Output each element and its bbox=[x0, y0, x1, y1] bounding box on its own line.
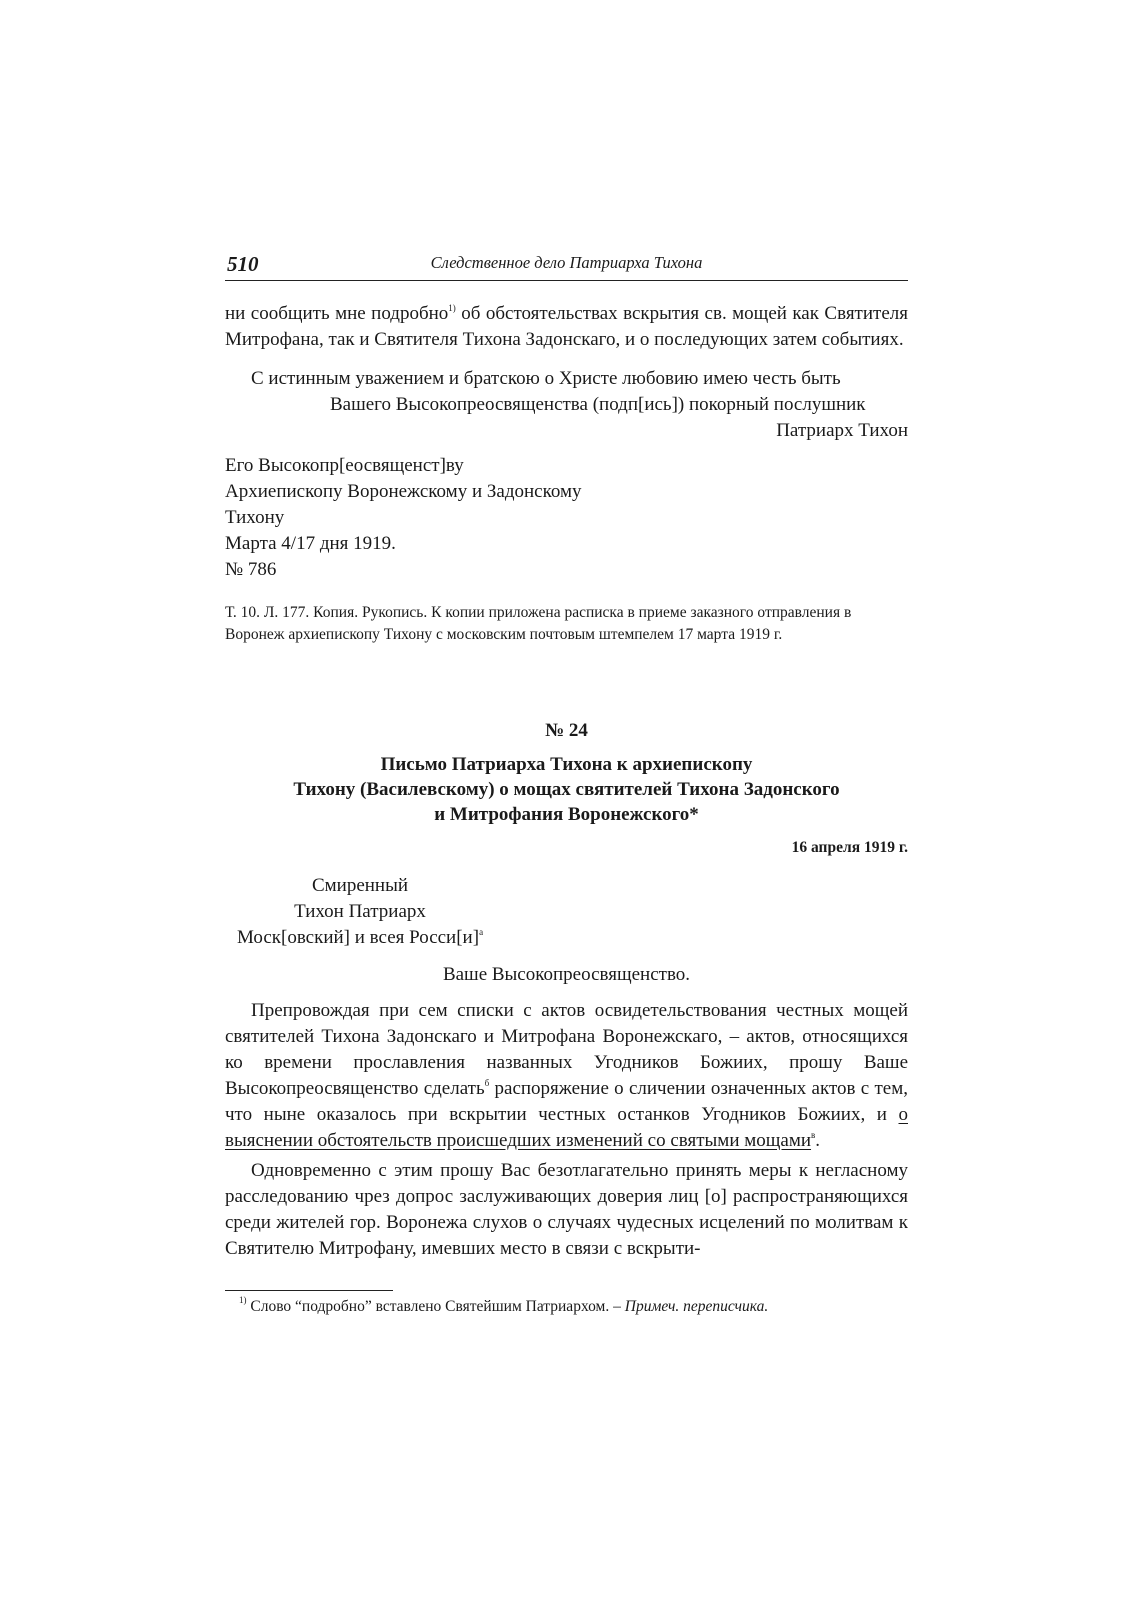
paragraph-text: . bbox=[815, 1130, 821, 1151]
footnotes bbox=[225, 1290, 908, 1317]
addressee-block bbox=[225, 453, 908, 583]
signature-line: Смиренный bbox=[311, 875, 409, 896]
footnote bbox=[225, 1297, 908, 1317]
signature-line-text: Моск[овский] и всея Росси[и] bbox=[236, 927, 480, 948]
addressee-line: Его Высокопр[еосвященст]ву bbox=[225, 455, 464, 476]
letter-paragraph: Одновременно с этим прошу Вас безотлагательно принять меры к негласному расследованию чрез допрос заслуживающих доверия лиц [о] распространяющихся среди жителей гор. Воронежа слухов о случаях чудесных исцелений по молитвам к Святителю Митрофану, имевших место в связи с вскрыти- bbox=[225, 1160, 908, 1259]
title-line: и Митрофания Воронежского* bbox=[434, 804, 699, 825]
footnote-reference: 1) bbox=[448, 303, 456, 313]
addressee-line: Архиепископу Воронежскому и Задонскому bbox=[225, 481, 582, 502]
closing-line: Вашего Высокопреосвященства (подп[ись]) покорный послушник bbox=[330, 394, 866, 415]
footnote-mark: 1) bbox=[239, 1295, 247, 1305]
archive-note: Т. 10. Л. 177. Копия. Рукопись. К копии приложена расписка в приеме заказного отправления в Воронеж архиепископу Тихону с московским почтовым штемпелем 17 марта 1919 г. bbox=[225, 604, 852, 643]
paragraph-text: Препровождая при сем списки с актов освидетельствования честных мощей святителей Тихона Задонскаго и Митрофана Воронежскаго, – актов, относящихся ко времени прославления названных Угодников Божиих, прошу Ваше Высокопреосвященство сделать bbox=[225, 1000, 908, 1099]
closing-formula bbox=[225, 366, 908, 444]
addressee-line: Тихону bbox=[225, 507, 285, 528]
salutation: Ваше Высокопреосвященство. bbox=[442, 964, 691, 985]
document-number: № 24 bbox=[545, 720, 588, 741]
letter-paragraph bbox=[225, 998, 908, 1154]
page-number: 510 bbox=[227, 252, 259, 276]
footnote-text: Слово “подробно” вставлено Святейшим Патриархом. – bbox=[246, 1298, 625, 1315]
note-mark: в bbox=[811, 1130, 816, 1140]
note-mark: а bbox=[479, 927, 484, 937]
paragraph-text: распоряжение о сличении означенных актов с тем, что ныне оказалось при вскрытии честных останков Угодников Божиих, и bbox=[225, 1078, 909, 1125]
signature: Патриарх Тихон bbox=[776, 420, 908, 441]
paragraph-text: ни сообщить мне подробно bbox=[225, 303, 449, 324]
title-line: Тихону (Василевскому) о мощах святителей Тихона Задонского bbox=[293, 779, 840, 800]
title-line: Письмо Патриарха Тихона к архиепископу bbox=[380, 754, 753, 775]
document-date: 16 апреля 1919 г. bbox=[791, 839, 908, 856]
footnote-attribution: Примеч. переписчика. bbox=[624, 1298, 769, 1315]
letter-date: Марта 4/17 дня 1919. bbox=[225, 533, 396, 554]
book-page bbox=[225, 250, 908, 1262]
document-title bbox=[225, 752, 908, 827]
running-head bbox=[225, 250, 908, 281]
underlined-text: о выяснении обстоятельств происшедших изменений со святыми мощами bbox=[225, 1104, 908, 1151]
letter-number: № 786 bbox=[225, 559, 277, 580]
footnote-divider bbox=[225, 1290, 393, 1291]
running-title: Следственное дело Патриарха Тихона bbox=[430, 253, 703, 272]
paragraph-text: об обстоятельствах вскрытия св. мощей как Святителя Митрофана, так и Святителя Тихона Задонскаго, и о последующих затем событиях. bbox=[225, 303, 908, 350]
signature-line bbox=[225, 925, 495, 951]
closing-line: С истинным уважением и братскою о Христе любовию имею честь быть bbox=[251, 368, 841, 389]
note-mark: б bbox=[484, 1078, 490, 1088]
signature-line: Тихон Патриарх bbox=[294, 901, 426, 922]
continued-paragraph bbox=[225, 301, 908, 353]
signature-block bbox=[225, 873, 908, 951]
